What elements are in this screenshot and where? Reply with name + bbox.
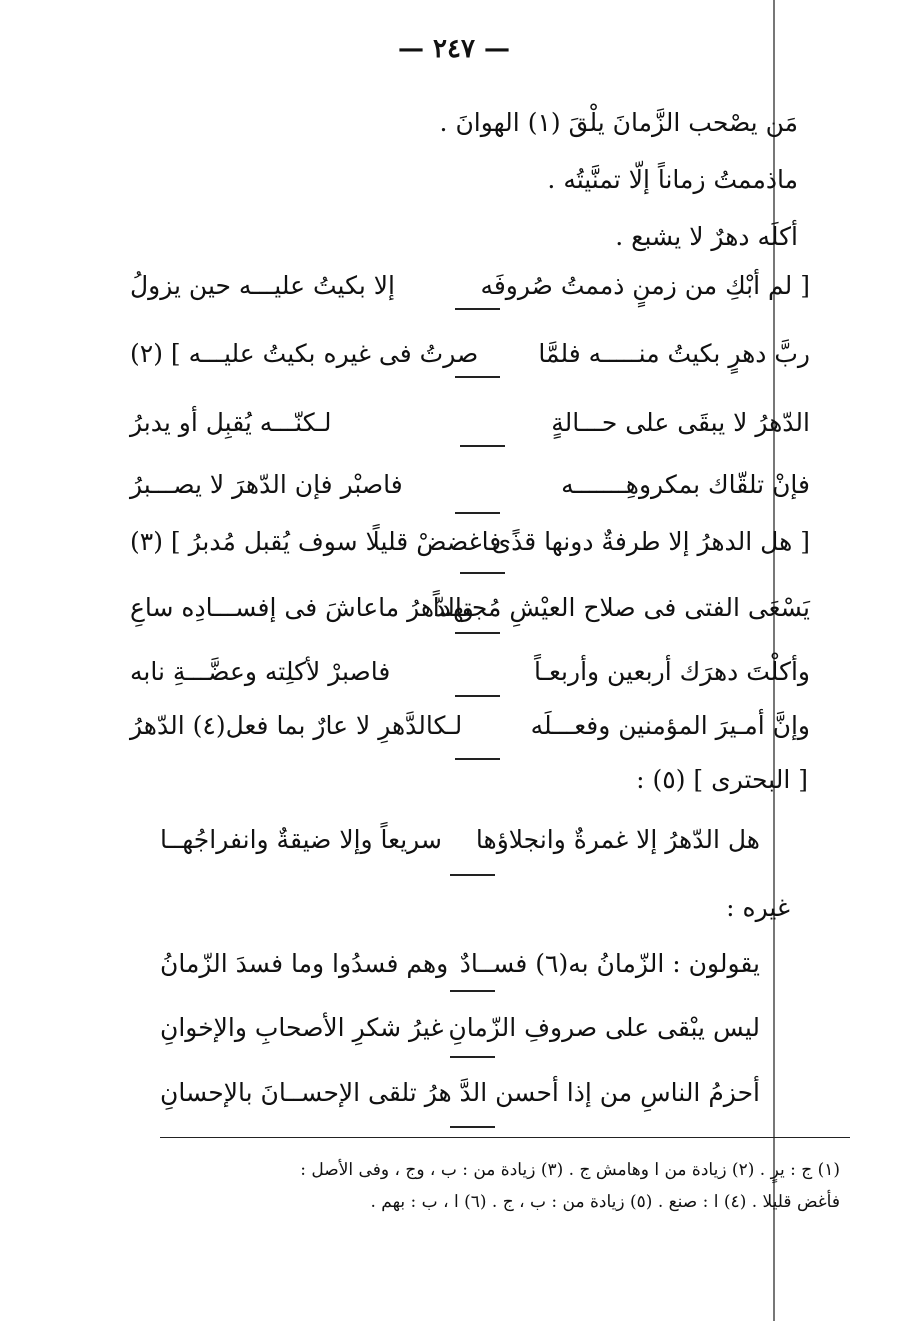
page-number: — ٢٤٧ — <box>397 34 511 64</box>
proverb-line: ماذممتُ زماناً إلّا تمنَّيتُه . <box>547 165 798 194</box>
verse-line <box>160 1073 760 1113</box>
hemistich-divider <box>455 308 500 310</box>
verse-second-hemistich: لـكالدَّهرِ لا عارٌ بما فعل(٤) الدّهرُ <box>130 711 463 740</box>
verse-second-hemistich: فاصبرْ لأكلِته وعضَّـــةِ نابه <box>130 657 391 686</box>
verse-line <box>130 588 810 628</box>
verse-line <box>130 522 810 562</box>
footnote-separator <box>160 1137 850 1138</box>
hemistich-divider <box>455 632 500 634</box>
verse-first-hemistich: [ هل الدهرُ إلا طرفةٌ دونها قذًى <box>491 527 810 556</box>
verse-second-hemistich: فاصبْر فإن الدّهرَ لا يصـــبرُ <box>130 470 403 499</box>
verse-line <box>130 403 810 443</box>
verse-first-hemistich: يَسْعَى الفتى فى صلاح العيْشِ مُجتهداً <box>432 593 810 622</box>
verse-first-hemistich: ليس يبْقى على صروفِ الزّمانِ <box>448 1013 760 1042</box>
hemistich-divider <box>450 1056 495 1058</box>
verse-second-hemistich: سريعاً وإلا ضيقةٌ وانفراجُهــا <box>160 825 442 854</box>
verse-line <box>130 266 810 306</box>
proverb-line: أكلَه دهرٌ لا يشبع . <box>615 222 798 251</box>
verse-first-hemistich: وإنَّ أمـيرَ المؤمنين وفعـــلَه <box>530 711 810 740</box>
verse-second-hemistich: لـكنّـــه يُقبِل أو يدبرُ <box>130 408 332 437</box>
verse-line <box>160 1008 760 1048</box>
verse-second-hemistich: والدّهرُ ماعاشَ فى إفســـادِه ساعِ <box>130 593 474 622</box>
poet-attribution: غيره : <box>726 893 790 922</box>
verse-line <box>130 334 810 374</box>
verse-second-hemistich: وهم فسدُوا وما فسدَ الزّمانُ <box>160 949 449 978</box>
verse-line <box>130 706 810 746</box>
verse-first-hemistich: يقولون : الزّمانُ به(٦) فســادٌ <box>459 949 760 978</box>
verse-first-hemistich: ربَّ دهرٍ بكيتُ منـــــه فلمَّا <box>538 339 810 368</box>
poet-attribution: [ البحترى ] (٥) : <box>636 765 808 794</box>
verse-line <box>160 820 760 860</box>
verse-first-hemistich: [ لم أبْكِ من زمنٍ ذممتُ صُروفَه <box>480 271 810 300</box>
hemistich-divider <box>450 1126 495 1128</box>
hemistich-divider <box>450 874 495 876</box>
proverb-line: مَن يصْحب الزَّمانَ يلْقَ (١) الهوانَ . <box>439 108 798 137</box>
hemistich-divider <box>460 445 505 447</box>
hemistich-divider <box>455 376 500 378</box>
footnote-line: (١) ج : يرٍ . (٢) زيادة من ا وهامش ج . (٣) زيادة من : ب ، وج ، وفى الأصل : <box>300 1160 840 1180</box>
hemistich-divider <box>450 990 495 992</box>
verse-first-hemistich: أحزمُ الناسِ من إذا أحسن الدَّ <box>459 1078 760 1107</box>
hemistich-divider <box>455 695 500 697</box>
verse-line <box>130 652 810 692</box>
verse-second-hemistich: فاغضضْ قليلًا سوف يُقبل مُدبرُ ] (٣) <box>130 527 502 556</box>
verse-first-hemistich: فإنْ تلقّاك بمكروهِـــــــه <box>561 470 810 499</box>
verse-line <box>130 465 810 505</box>
verse-first-hemistich: الدّهرُ لا يبقَى على حـــالةٍ <box>551 408 810 437</box>
hemistich-divider <box>460 572 505 574</box>
verse-second-hemistich: إلا بكيتُ عليـــه حين يزولُ <box>130 271 395 300</box>
verse-first-hemistich: هل الدّهرُ إلا غمرةٌ وانجلاؤها <box>475 825 760 854</box>
verse-second-hemistich: هرُ تلقى الإحســانَ بالإحسانِ <box>160 1078 452 1107</box>
verse-first-hemistich: وأكلْتَ دهرَك أربعين وأربعـاً <box>534 657 810 686</box>
hemistich-divider <box>455 758 500 760</box>
verse-second-hemistich: صرتُ فى غيره بكيتُ عليـــه ] (٢) <box>130 339 479 368</box>
hemistich-divider <box>455 512 500 514</box>
verse-line <box>160 944 760 984</box>
verse-second-hemistich: غيرُ شكرِ الأصحابِ والإخوانِ <box>160 1013 444 1042</box>
footnote-line: فأغض قليلا . (٤) ا : صنع . (٥) زيادة من : ب ، ج . (٦) ا ، ب : بهم . <box>370 1192 840 1212</box>
